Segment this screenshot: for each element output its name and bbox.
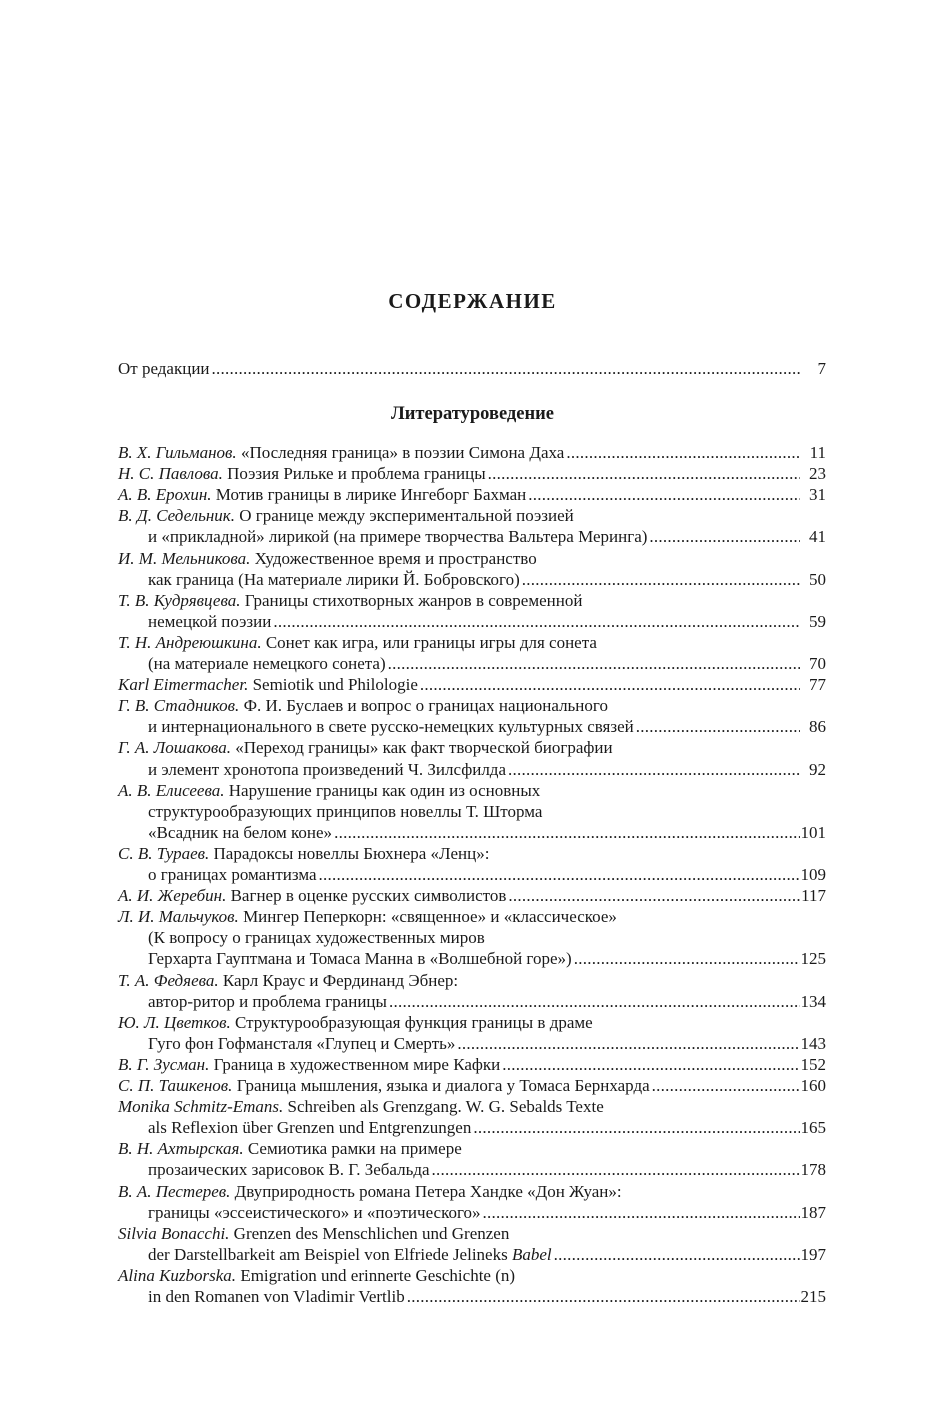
entry-title: Карл Краус и Фердинанд Эбнер: (222, 970, 459, 990)
leader-dots (387, 991, 800, 1012)
leader-dots (471, 1117, 800, 1138)
leader-dots (634, 716, 800, 737)
page-number: 152 (800, 1054, 826, 1074)
entry-author: Л. И. Мальчуков. (118, 907, 239, 927)
toc-line (118, 906, 826, 927)
toc-line (118, 463, 826, 484)
page-number: 86 (809, 717, 826, 737)
page-number: 23 (809, 464, 826, 484)
page-number: 215 (800, 1287, 826, 1306)
toc-line (118, 674, 826, 695)
toc-entry-editorial[interactable] (118, 358, 826, 379)
leader-dots (650, 1075, 800, 1096)
leader-dots (210, 358, 800, 379)
entry-author: Т. Н. Андреюшкина. (118, 632, 262, 652)
entry-author: И. М. Мельникова. (118, 548, 251, 568)
entry-title: и элемент хронотопа произведений Ч. Зилсфилда (148, 759, 507, 779)
toc-line (148, 759, 826, 780)
leader-dots (481, 1202, 800, 1223)
page-number: 31 (809, 485, 826, 505)
toc-line (118, 1012, 826, 1033)
toc-line (118, 1075, 826, 1096)
toc-line (148, 1286, 826, 1307)
entry-title: структурообразующих принципов новеллы Т. Шторма (148, 801, 543, 821)
entry-author: В. Г. Зусман. (118, 1054, 210, 1074)
toc-line (118, 632, 826, 653)
entry-title: Граница мышления, языка и диалога у Томаса Бернхарда (236, 1076, 650, 1095)
entry-title: Парадоксы новеллы Бюхнера «Ленц»: (213, 843, 490, 863)
entry-title: и интернационального в свете русско-немецких культурных связей (148, 717, 634, 737)
entry-title: автор-ритор и проблема границы (148, 991, 387, 1011)
entry-title: Двуприродность романа Петера Хандке «Дон Жуан»: (234, 1181, 622, 1201)
section-heading: Литературоведение (390, 404, 555, 424)
page-number: 197 (800, 1244, 826, 1264)
page-number: 109 (800, 865, 826, 884)
leader-dots (506, 759, 800, 780)
entry-author: Silvia Bonacchi. (118, 1223, 230, 1243)
entry-author: Т. В. Кудрявцева. (118, 590, 241, 610)
toc-line (148, 991, 826, 1012)
entry-author: Monika Schmitz-Emans. (118, 1097, 284, 1117)
entry-title: Герхарта Гауптмана и Томаса Манна в «Волшебной горе») (148, 949, 572, 969)
page-number: 143 (800, 1033, 826, 1053)
entry-title: als Reflexion über Grenzen und Entgrenzungen (148, 1118, 472, 1138)
entry-title: От редакции (118, 359, 210, 378)
toc-line (148, 1117, 826, 1138)
toc-line (148, 1244, 826, 1265)
toc-line (148, 948, 826, 969)
entry-title: О границе между экспериментальной поэзией (239, 506, 574, 526)
leader-dots (552, 1244, 800, 1265)
entry-author: Г. А. Лошакова. (118, 738, 231, 758)
entry-title: как граница (На материале лирики Й. Бобровского) (148, 569, 520, 589)
page-title: СОДЕРЖАНИЕ (388, 289, 557, 313)
entry-author: В. Д. Седельник. (118, 506, 235, 526)
page-number: 7 (817, 359, 826, 378)
entry-author: Ю. Л. Цветков. (118, 1012, 231, 1032)
entry-title: Границы стихотворных жанров в современной (244, 590, 583, 610)
leader-dots (572, 948, 800, 969)
entry-author: В. А. Пестерев. (118, 1181, 231, 1201)
toc-line (148, 822, 826, 843)
leader-dots (647, 526, 800, 547)
entry-author: В. Н. Ахтырская. (118, 1139, 244, 1159)
page-number: 50 (809, 569, 826, 589)
leader-dots (386, 653, 800, 674)
page-number: 178 (800, 1160, 826, 1180)
page-number: 160 (800, 1076, 826, 1095)
toc-line (118, 970, 826, 991)
leader-dots (430, 1159, 800, 1180)
entry-title: Структурообразующая функция границы в драме (235, 1012, 593, 1032)
page-number: 11 (809, 443, 826, 462)
toc-line (118, 885, 826, 906)
entry-title: Ф. И. Буслаев и вопрос о границах национального (243, 696, 608, 716)
entry-title-italic: Babel (511, 1244, 552, 1264)
page-number: 117 (801, 886, 826, 906)
toc-line (118, 505, 826, 526)
entry-author: С. В. Тураев. (118, 843, 210, 863)
entry-author: А. В. Ерохин. (118, 485, 212, 505)
toc-line (148, 927, 826, 948)
entry-title: прозаических зарисовок В. Г. Зебальда (148, 1160, 430, 1180)
toc-line (148, 526, 826, 547)
entry-title: der Darstellbarkeit am Beispiel von Elfriede Jelineks (148, 1244, 508, 1264)
leader-dots (317, 864, 800, 885)
page-number: 187 (800, 1202, 826, 1222)
toc-line (118, 1223, 826, 1244)
toc-line (118, 1054, 826, 1075)
toc-line (148, 801, 826, 822)
entry-author: С. П. Ташкенов. (118, 1076, 233, 1095)
entry-title: Художественное время и пространство (254, 548, 537, 568)
leader-dots (271, 611, 800, 632)
entry-author: А. И. Жеребин. (118, 886, 227, 906)
entry-author: Alina Kuzborska. (118, 1265, 237, 1285)
toc-line (148, 569, 826, 590)
leader-dots (520, 569, 800, 590)
page-number: 59 (809, 611, 826, 631)
entry-title: «Последняя граница» в поэзии Симона Даха (240, 443, 565, 462)
toc-line (148, 1033, 826, 1054)
toc-line (148, 653, 826, 674)
entry-title: немецкой поэзии (148, 611, 272, 631)
toc-line (148, 1202, 826, 1223)
page-number: 125 (800, 949, 826, 969)
entry-title: границы «эссеистического» и «поэтического» (148, 1202, 481, 1222)
toc-line (148, 611, 826, 632)
entry-title: о границах романтизма (148, 865, 317, 884)
toc-line (118, 548, 826, 569)
entry-title: Граница в художественном мире Кафки (213, 1054, 501, 1074)
toc-line (118, 442, 826, 463)
entry-author: Karl Eimermacher. (118, 675, 249, 695)
leader-dots (418, 674, 800, 695)
entry-title: «Переход границы» как факт творческой биографии (235, 738, 613, 758)
toc-line (118, 1096, 826, 1117)
entry-title: in den Romanen von Vladimir Vertlib (148, 1287, 405, 1306)
page-number: 101 (800, 822, 826, 842)
entry-title: Semiotik und Philologie (252, 675, 418, 695)
toc-line (118, 695, 826, 716)
leader-dots (564, 442, 800, 463)
toc-line (148, 1159, 826, 1180)
entry-title: Нарушение границы как один из основных (228, 780, 541, 800)
entry-title: Emigration und erinnerte Geschichte (n) (240, 1265, 516, 1285)
page-number: 70 (809, 654, 826, 673)
toc-line (118, 780, 826, 801)
entry-title: Мингер Пеперкорн: «священное» и «классическое» (243, 907, 617, 927)
toc-line (118, 843, 826, 864)
entry-title: Schreiben als Grenzgang. W. G. Sebalds Texte (287, 1097, 604, 1117)
entry-title: Вагнер в оценке русских символистов (230, 886, 507, 906)
page-number: 41 (809, 527, 826, 547)
entry-title: Grenzen des Menschlichen und Grenzen (233, 1223, 510, 1243)
entry-title: (на материале немецкого сонета) (148, 654, 386, 673)
toc-line (118, 1265, 826, 1286)
entry-title: Гуго фон Гофмансталя «Глупец и Смерть» (148, 1033, 456, 1053)
toc-line (148, 716, 826, 737)
entry-author: Г. В. Стадников. (118, 696, 240, 716)
entry-title: «Всадник на белом коне» (148, 822, 333, 842)
entry-title: Семиотика рамки на примере (247, 1139, 462, 1159)
leader-dots (526, 484, 800, 505)
entry-title: Сонет как игра, или границы игры для сонета (265, 632, 597, 652)
toc-line (118, 590, 826, 611)
entry-title: и «прикладной» лирикой (на примере творчества Вальтера Меринга) (148, 527, 648, 547)
page-number: 134 (800, 991, 826, 1011)
leader-dots (455, 1033, 800, 1054)
leader-dots (405, 1286, 800, 1307)
toc-line (118, 737, 826, 758)
leader-dots (500, 1054, 800, 1075)
toc-line (118, 484, 826, 505)
entry-title: Мотив границы в лирике Ингеборг Бахман (215, 485, 527, 505)
leader-dots (506, 885, 800, 906)
entry-author: Н. С. Павлова. (118, 464, 223, 484)
page-number: 165 (800, 1118, 826, 1138)
entry-author: А. В. Елисеева. (118, 780, 225, 800)
toc-line (118, 1138, 826, 1159)
leader-dots (332, 822, 800, 843)
entry-title: (К вопросу о границах художественных миров (148, 928, 485, 948)
page-number: 77 (809, 675, 826, 695)
toc-line (148, 864, 826, 885)
page-number: 92 (809, 759, 826, 779)
leader-dots (486, 463, 800, 484)
toc-line (118, 1181, 826, 1202)
entry-author: В. Х. Гильманов. (118, 443, 237, 462)
entry-title: Поэзия Рильке и проблема границы (227, 464, 486, 484)
entry-author: Т. А. Федяева. (118, 970, 219, 990)
